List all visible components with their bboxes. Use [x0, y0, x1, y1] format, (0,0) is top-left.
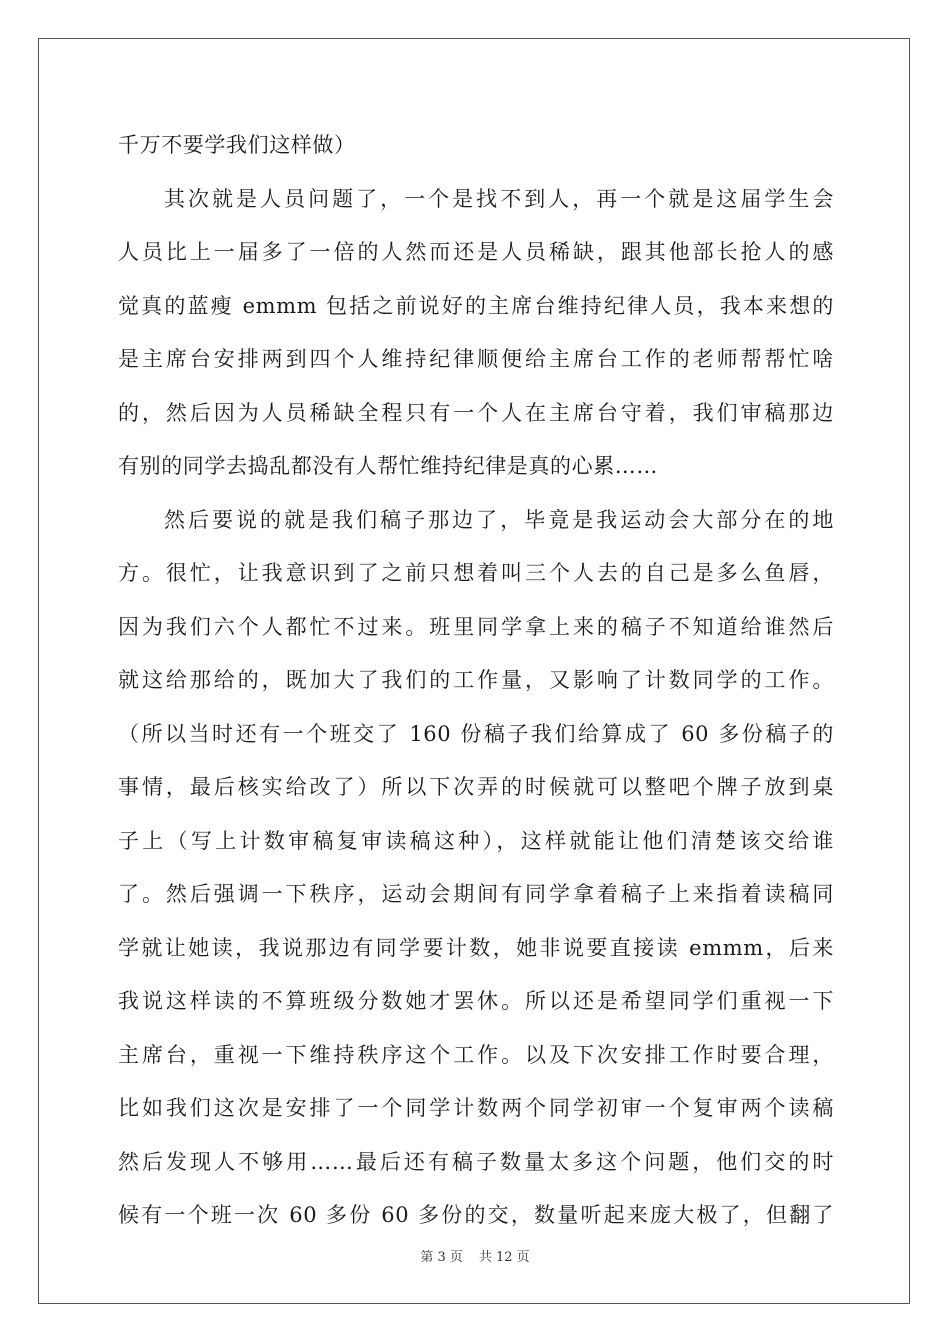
text-line: 然后发现人不够用……最后还有稿子数量太多这个问题，他们交的时 [118, 1149, 834, 1174]
text-line: （所以当时还有一个班交了 160 份稿子我们给算成了 60 多份稿子的 [118, 721, 834, 746]
text-line: 有别的同学去捣乱都没有人帮忙维持纪律是真的心累…… [118, 454, 658, 478]
text-line: 的，然后因为人员稀缺全程只有一个人在主席台守着，我们审稿那边 [118, 400, 834, 425]
page-number: 第 3 页 [420, 1250, 463, 1265]
text-line: 觉真的蓝瘦 emmm 包括之前说好的主席台维持纪律人员，我本来想的 [118, 293, 834, 318]
text-line: 方。很忙，让我意识到了之前只想着叫三个人去的自己是多么鱼唇， [118, 561, 834, 585]
text-line: 就这给那给的，既加大了我们的工作量，又影响了计数同学的工作。 [118, 668, 834, 692]
text-line: 学就让她读，我说那边有同学要计数，她非说要直接读 emmm，后来 [118, 935, 834, 960]
text-line: 了。然后强调一下秩序，运动会期间有同学拿着稿子上来指着读稿同 [118, 882, 834, 906]
text-line: 主席台，重视一下维持秩序这个工作。以及下次安排工作时要合理， [118, 1042, 834, 1067]
text-line: 千万不要学我们这样做） [118, 133, 356, 157]
page-footer [0, 1246, 950, 1265]
text-line: 然后要说的就是我们稿子那边了，毕竟是我运动会大部分在的地 [164, 507, 834, 532]
text-line: 比如我们这次是安排了一个同学计数两个同学初审一个复审两个读稿 [118, 1096, 834, 1120]
text-line: 人员比上一届多了一倍的人然而还是人员稀缺，跟其他部长抢人的感 [118, 240, 834, 264]
text-line: 是主席台安排两到四个人维持纪律顺便给主席台工作的老师帮帮忙啥 [118, 347, 834, 371]
page-total: 共 12 页 [478, 1250, 530, 1265]
text-line: 其次就是人员问题了，一个是找不到人，再一个就是这届学生会 [164, 186, 834, 211]
text-line: 候有一个班一次 60 多份 60 多份的交，数量听起来庞大极了，但翻了 [118, 1203, 834, 1227]
text-line: 子上（写上计数审稿复审读稿这种），这样就能让他们清楚该交给谁 [118, 828, 834, 853]
text-line: 因为我们六个人都忙不过来。班里同学拿上来的稿子不知道给谁然后 [118, 614, 834, 639]
text-line: 我说这样读的不算班级分数她才罢休。所以还是希望同学们重视一下 [118, 989, 834, 1013]
document-body [118, 128, 834, 1252]
text-line: 事情，最后核实给改了）所以下次弄的时候就可以整吧个牌子放到桌 [118, 775, 834, 799]
